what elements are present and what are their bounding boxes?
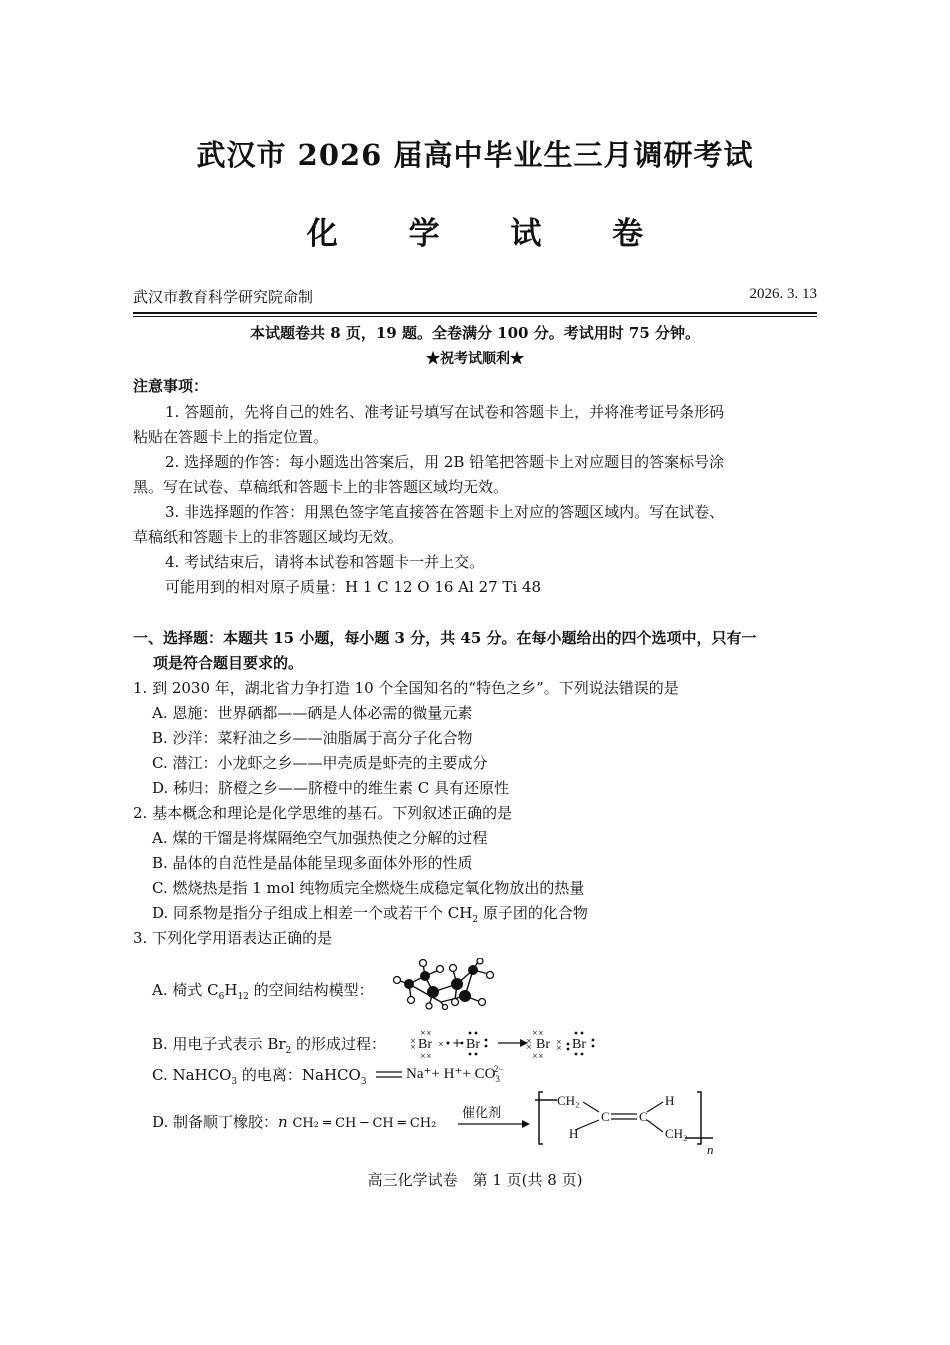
q3-d-monomer: CH₂ ═ CH ─ CH ═ CH₂ bbox=[292, 1116, 437, 1131]
q3-a-sub-1: 6 bbox=[218, 992, 225, 1002]
note-1-line-1: 1. 答题前，先将自己的姓名、准考证号填写在试卷和答题卡上，并将准考证号条形码 bbox=[165, 403, 725, 421]
q2-option-a: A. 煤的干馏是将煤隔绝空气加强热使之分解的过程 bbox=[152, 829, 488, 847]
q2-d-text: D. 同系物是指分子组成上相差一个或若干个 CH bbox=[152, 904, 473, 922]
q1-option-d: D. 秭归：脐橙之乡——脐橙中的维生素 C 具有还原性 bbox=[152, 779, 510, 797]
svg-text:×: × bbox=[556, 1044, 562, 1052]
q3-c-ions bbox=[406, 1064, 504, 1084]
q1-option-c: C. 潜江：小龙虾之乡——甲壳质是虾壳的主要成分 bbox=[152, 754, 488, 772]
chair-cyclohexane-model bbox=[393, 958, 503, 1010]
q3-stem: 3. 下列化学用语表达正确的是 bbox=[133, 929, 333, 947]
br-product-left: Br bbox=[536, 1037, 550, 1052]
header-rule-thin bbox=[133, 316, 817, 317]
header-rule-thick bbox=[133, 312, 817, 314]
bromine-electron-formula bbox=[410, 1027, 600, 1059]
exam-date: 2026. 3. 13 bbox=[749, 286, 817, 302]
q1-option-a: A. 恩施：世界硒都——硒是人体必需的微量元素 bbox=[152, 704, 473, 722]
exam-title: 武汉市 2026 届高中毕业生三月调研考试 bbox=[196, 138, 754, 172]
note-3-line-1: 3. 非选择题的作答：用黑色签字笔直接答在答题卡上对应的答题区域内。写在试卷、 bbox=[165, 503, 725, 521]
catalyst-label: 催化剂 bbox=[462, 1106, 502, 1121]
q3-c-text-mid: 的电离：NaHCO bbox=[237, 1066, 361, 1084]
rubber-ch2-left: CH₂ bbox=[557, 1093, 580, 1108]
q2-d-text-end: 原子团的化合物 bbox=[478, 904, 588, 922]
ionization-equal-sign bbox=[374, 1067, 404, 1083]
q3-d-n: n bbox=[278, 1113, 288, 1131]
q3-b-text: B. 用电子式表示 Br bbox=[152, 1035, 286, 1053]
rubber-n: n bbox=[707, 1142, 714, 1156]
note-2-line-2: 黑。写在试卷、草稿纸和答题卡上的非答题区域均无效。 bbox=[133, 478, 509, 496]
note-3-line-2: 草稿纸和答题卡上的非答题区域均无效。 bbox=[133, 528, 404, 546]
atomic-masses: 可能用到的相对原子质量：H 1 C 12 O 16 Al 27 Ti 48 bbox=[165, 578, 542, 596]
svg-text:××: ×× bbox=[532, 1029, 544, 1037]
reaction-arrow bbox=[456, 1118, 532, 1130]
svg-text:××: ×× bbox=[532, 1052, 544, 1059]
q3-a-text-end: 的空间结构模型： bbox=[248, 981, 374, 999]
q3-d-text: D. 制备顺丁橡胶： bbox=[152, 1113, 279, 1131]
q2-d-sub: 2 bbox=[472, 915, 479, 925]
q3-c-text: C. NaHCO bbox=[152, 1066, 232, 1084]
svg-text:×: × bbox=[410, 1043, 416, 1051]
svg-text:×: × bbox=[556, 1038, 562, 1046]
q2-stem: 2. 基本概念和理论是化学思维的基石。下列叙述正确的是 bbox=[133, 804, 513, 822]
note-2-line-1: 2. 选择题的作答：每小题选出答案后，用 2B 铅笔把答题卡上对应题目的答案标号涂 bbox=[165, 453, 725, 471]
q3-b-sub: 2 bbox=[285, 1046, 292, 1056]
rubber-h-right: H bbox=[665, 1093, 675, 1108]
svg-text:××: ×× bbox=[420, 1052, 432, 1059]
q3-c-sub-1: 3 bbox=[231, 1077, 238, 1087]
br-atom-right: Br bbox=[466, 1037, 480, 1052]
q1-option-b: B. 沙洋：菜籽油之乡——油脂属于高分子化合物 bbox=[152, 729, 473, 747]
note-1-line-2: 粘贴在答题卡上的指定位置。 bbox=[133, 428, 329, 446]
q3-option-b bbox=[152, 1033, 386, 1056]
exam-info: 本试题卷共 8 页，19 题。全卷满分 100 分。考试用时 75 分钟。 bbox=[249, 324, 701, 342]
section-heading-line-1: 一、选择题：本题共 15 小题，每小题 3 分，共 45 分。在每小题给出的四个选项中，只有一 bbox=[133, 629, 757, 647]
q3-c-ion-sub: 3 bbox=[495, 1074, 500, 1084]
exam-organizer: 武汉市教育科学研究院命制 bbox=[133, 288, 314, 306]
q3-a-h: H bbox=[224, 981, 238, 999]
rubber-ch2-right: CH₂ bbox=[665, 1126, 688, 1141]
section-heading-line-2: 项是符合题目要求的。 bbox=[153, 654, 304, 672]
q3-option-c bbox=[152, 1064, 367, 1087]
exam-subtitle: 化 学 试 卷 bbox=[306, 216, 674, 252]
rubber-c-right: C bbox=[639, 1109, 648, 1124]
svg-text:×: × bbox=[410, 1037, 416, 1045]
svg-text:×: × bbox=[438, 1040, 444, 1048]
svg-text:××: ×× bbox=[420, 1029, 432, 1037]
q3-option-a bbox=[152, 979, 374, 1002]
svg-text:×: × bbox=[526, 1037, 532, 1045]
exam-wish: ★祝考试顺利★ bbox=[426, 351, 524, 367]
q3-a-text: A. 椅式 C bbox=[152, 981, 219, 999]
q2-option-b: B. 晶体的自范性是晶体能呈现多面体外形的性质 bbox=[152, 854, 473, 872]
cis-polybutadiene-structure bbox=[535, 1086, 720, 1156]
q3-b-text-end: 的形成过程： bbox=[291, 1035, 387, 1053]
q3-a-sub-2: 12 bbox=[237, 992, 249, 1002]
rubber-c-left: C bbox=[601, 1109, 610, 1124]
notes-heading: 注意事项： bbox=[133, 377, 209, 395]
q1-stem: 1. 到 2030 年，湖北省力争打造 10 个全国知名的“特色之乡”。下列说法错误的是 bbox=[133, 679, 679, 697]
q3-c-sub-2: 3 bbox=[360, 1077, 367, 1087]
br-product-right: Br bbox=[572, 1037, 586, 1052]
q3-c-ion-sup: 2− bbox=[493, 1064, 504, 1074]
page-footer: 高三化学试卷 第 1 页(共 8 页) bbox=[367, 1171, 583, 1189]
svg-text:×: × bbox=[526, 1043, 532, 1051]
note-4: 4. 考试结束后，请将本试卷和答题卡一并上交。 bbox=[165, 553, 485, 571]
q3-c-ion-text: Na⁺+ H⁺+ CO bbox=[406, 1066, 496, 1082]
rubber-h-left: H bbox=[569, 1126, 579, 1141]
q2-option-c: C. 燃烧热是指 1 mol 纯物质完全燃烧生成稳定氧化物放出的热量 bbox=[152, 879, 585, 897]
svg-text:+: + bbox=[452, 1036, 463, 1050]
q3-option-d bbox=[152, 1111, 436, 1132]
q2-option-d bbox=[152, 902, 588, 925]
br-atom-left: Br bbox=[418, 1037, 432, 1052]
